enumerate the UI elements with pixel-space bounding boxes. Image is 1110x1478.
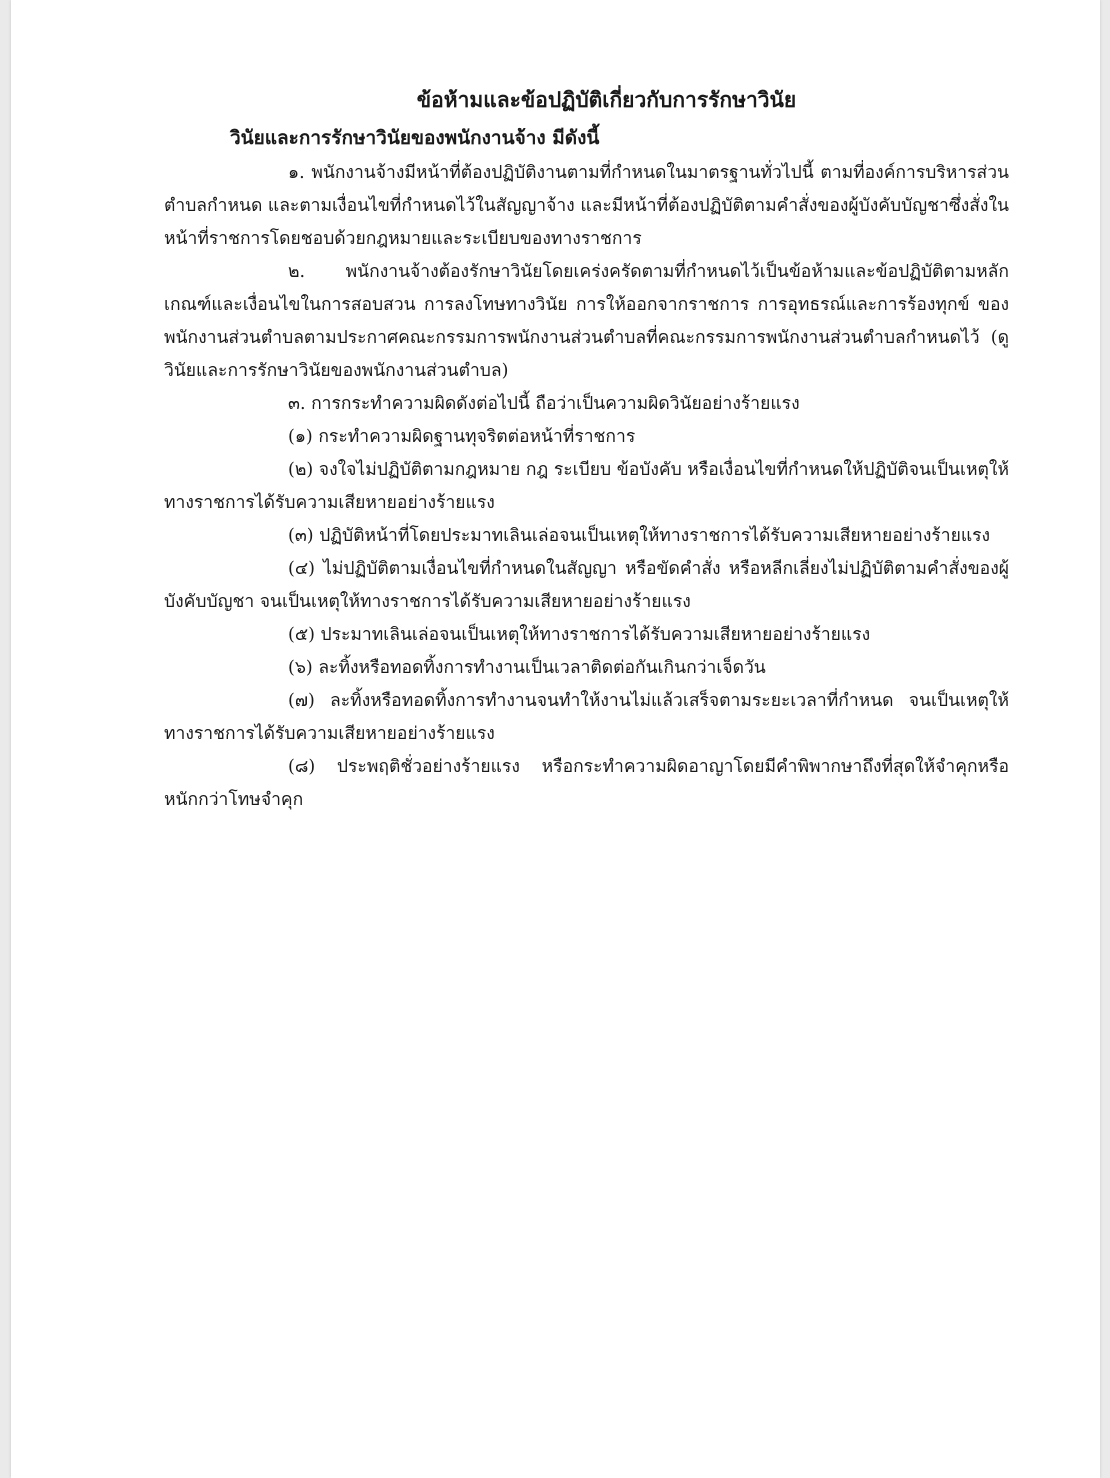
list-item-4: (๔) ไม่ปฏิบัติตามเงื่อนไขที่กำหนดในสัญญา หรือขัดคำสั่ง หรือหลีกเลี่ยงไม่ปฏิบัติตามคำสั่งของผู้บังคับบัญชา จนเป็นเหตุให้ทางราชการได้รับความเสียหายอย่างร้ายแรง	[164, 559, 1009, 612]
list-item-6: (๖) ละทิ้งหรือทอดทิ้งการทำงานเป็นเวลาติดต่อกันเกินกว่าเจ็ดวัน	[288, 658, 766, 678]
paragraph-1: ๑. พนักงานจ้างมีหน้าที่ต้องปฏิบัติงานตามที่กำหนดในมาตรฐานทั่วไปนี้ ตามที่องค์การบริหารส่วนตำบลกำหนด และตามเงื่อนไขที่กำหนดไว้ในสัญญาจ้าง และมีหน้าที่ต้องปฏิบัติตามคำสั่งของผู้บังคับบัญชาซึ่งสั่งในหน้าที่ราชการโดยชอบด้วยกฎหมายและระเบียบของทางราชการ	[164, 163, 1009, 249]
document-content	[164, 82, 1009, 817]
paragraph-2: ๒. พนักงานจ้างต้องรักษาวินัยโดยเคร่งครัดตามที่กำหนดไว้เป็นข้อห้ามและข้อปฏิบัติตามหลักเกณฑ์และเงื่อนไขในการสอบสวน การลงโทษทางวินัย การให้ออกจากราชการ การอุทธรณ์และการร้องทุกข์ ของพนักงานส่วนตำบลตามประกาศคณะกรรมการพนักงานส่วนตำบลที่คณะกรรมการพนักงานส่วนตำบลกำหนดไว้ (ดูวินัยและการรักษาวินัยของพนักงานส่วนตำบล)	[164, 262, 1009, 381]
document-subtitle: วินัยและการรักษาวินัยของพนักงานจ้าง มีดังนี้	[230, 127, 600, 149]
paragraph-3: ๓. การกระทำความผิดดังต่อไปนี้ ถือว่าเป็นความผิดวินัยอย่างร้ายแรง	[288, 394, 800, 414]
document-title: ข้อห้ามและข้อปฏิบัติเกี่ยวกับการรักษาวินัย	[416, 87, 797, 112]
list-item-5: (๕) ประมาทเลินเล่อจนเป็นเหตุให้ทางราชการได้รับความเสียหายอย่างร้ายแรง	[288, 625, 871, 645]
list-item-1: (๑) กระทำความผิดฐานทุจริตต่อหน้าที่ราชการ	[288, 427, 636, 447]
list-item-7: (๗) ละทิ้งหรือทอดทิ้งการทำงานจนทำให้งานไม่แล้วเสร็จตามระยะเวลาที่กำหนด จนเป็นเหตุให้ทางราชการได้รับความเสียหายอย่างร้ายแรง	[164, 691, 1009, 744]
list-item-2: (๒) จงใจไม่ปฏิบัติตามกฎหมาย กฎ ระเบียบ ข้อบังคับ หรือเงื่อนไขที่กำหนดให้ปฏิบัติจนเป็นเหตุให้ทางราชการได้รับความเสียหายอย่างร้ายแรง	[164, 460, 1009, 513]
list-item-8: (๘) ประพฤติชั่วอย่างร้ายแรง หรือกระทำความผิดอาญาโดยมีคำพิพากษาถึงที่สุดให้จำคุกหรือหนักกว่าโทษจำคุก	[164, 757, 1009, 810]
list-item-3: (๓) ปฏิบัติหน้าที่โดยประมาทเลินเล่อจนเป็นเหตุให้ทางราชการได้รับความเสียหายอย่างร้ายแรง	[288, 526, 991, 546]
document-page	[11, 0, 1100, 1478]
